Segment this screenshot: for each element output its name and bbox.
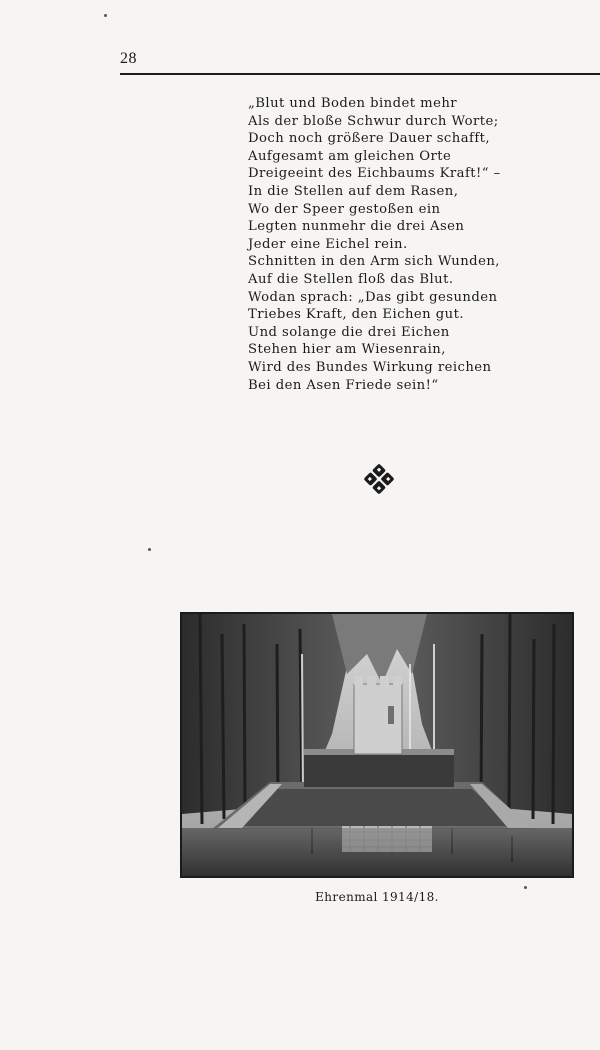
poem-line: In die Stellen auf dem Rasen, bbox=[248, 183, 459, 199]
poem-line: Bei den Asen Friede sein!“ bbox=[248, 377, 439, 393]
poem-line: Schnitten in den Arm sich Wunden, bbox=[248, 254, 500, 270]
poem-line: Und solange die drei Eichen bbox=[248, 324, 450, 340]
poem-line: Aufgesamt am gleichen Orte bbox=[248, 148, 452, 164]
poem-line: Wo der Speer gestoßen ein bbox=[248, 201, 441, 217]
photo-caption: Ehrenmal 1914/18. bbox=[315, 890, 439, 904]
page-number: 28 bbox=[120, 50, 137, 67]
poem-line: Doch noch größere Dauer schafft, bbox=[248, 131, 491, 147]
poem-line: Wodan sprach: „Das gibt gesunden bbox=[248, 289, 498, 305]
poem-line: Jeder eine Eichel rein. bbox=[248, 236, 408, 252]
poem-line: Legten nunmehr die drei Asen bbox=[248, 219, 465, 235]
poem-line: „Blut und Boden bindet mehr bbox=[248, 96, 458, 111]
memorial-photo bbox=[180, 612, 574, 878]
print-speck bbox=[148, 548, 151, 551]
poem-line: Wird des Bundes Wirkung reichen bbox=[248, 359, 492, 375]
poem-line: Als der bloße Schwur durch Worte; bbox=[248, 113, 499, 129]
poem-line: Stehen hier am Wiesenrain, bbox=[248, 342, 446, 358]
poem-line: Dreigeeint des Eichbaums Kraft!“ – bbox=[248, 166, 501, 182]
header-rule bbox=[120, 73, 600, 75]
print-speck bbox=[524, 886, 527, 889]
four-leaf-ornament-icon bbox=[362, 462, 396, 496]
poem bbox=[248, 95, 578, 394]
poem-line: Triebes Kraft, den Eichen gut. bbox=[248, 307, 464, 323]
poem-line: Auf die Stellen floß das Blut. bbox=[248, 271, 454, 287]
print-speck bbox=[104, 14, 107, 17]
